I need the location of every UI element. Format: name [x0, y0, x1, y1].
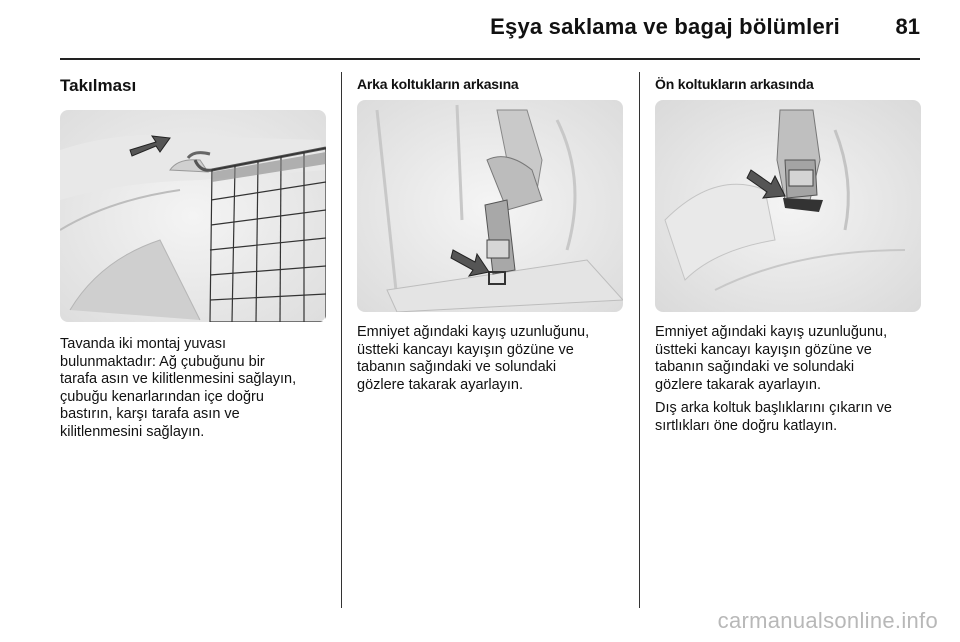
header-rule: [60, 58, 920, 60]
column-behind-rear-seats: [357, 76, 623, 394]
installation-text: Tavanda iki montaj yuvası bulunmaktadır: Ağ çubuğunu bir tarafa asın ve kilitlenmesini sağlayın, çubuğu kenarlarından içe doğru bastırın, karşı tarafa asın ve kilitlenmesini sağlayın.: [60, 336, 297, 440]
front-seat-strap-illustration: [655, 100, 921, 312]
column-divider-1: [341, 72, 342, 608]
rear-seat-strap-illustration: [357, 100, 623, 312]
section-heading: Ön koltukların arkasında: [655, 76, 814, 92]
column-divider-2: [639, 72, 640, 608]
watermark: carmanualsonline.info: [717, 608, 938, 633]
section-heading: Arka koltukların arkasına: [357, 76, 519, 92]
rear-seat-text: Emniyet ağındaki kayış uzunluğunu, üstteki kancayı kayışın gözüne ve tabanın sağındaki ve solundaki gözlere takarak ayarlayın.: [357, 324, 590, 393]
section-heading: Takılması: [60, 76, 137, 95]
net-installation-illustration: [60, 110, 326, 322]
column-behind-front-seats: [655, 76, 923, 435]
page-number: 81: [895, 14, 920, 39]
column-installation: [60, 76, 326, 441]
front-seat-text: Emniyet ağındaki kayış uzunluğunu, üstteki kancayı kayışın gözüne ve tabanın sağındaki ve solundaki gözlere takarak ayarlayın.: [655, 324, 888, 393]
front-seat-text-2: Dış arka koltuk başlıklarını çıkarın ve sırtlıkları öne doğru katlayın.: [655, 400, 892, 434]
page-header-title: Eşya saklama ve bagaj bölümleri: [490, 14, 840, 39]
